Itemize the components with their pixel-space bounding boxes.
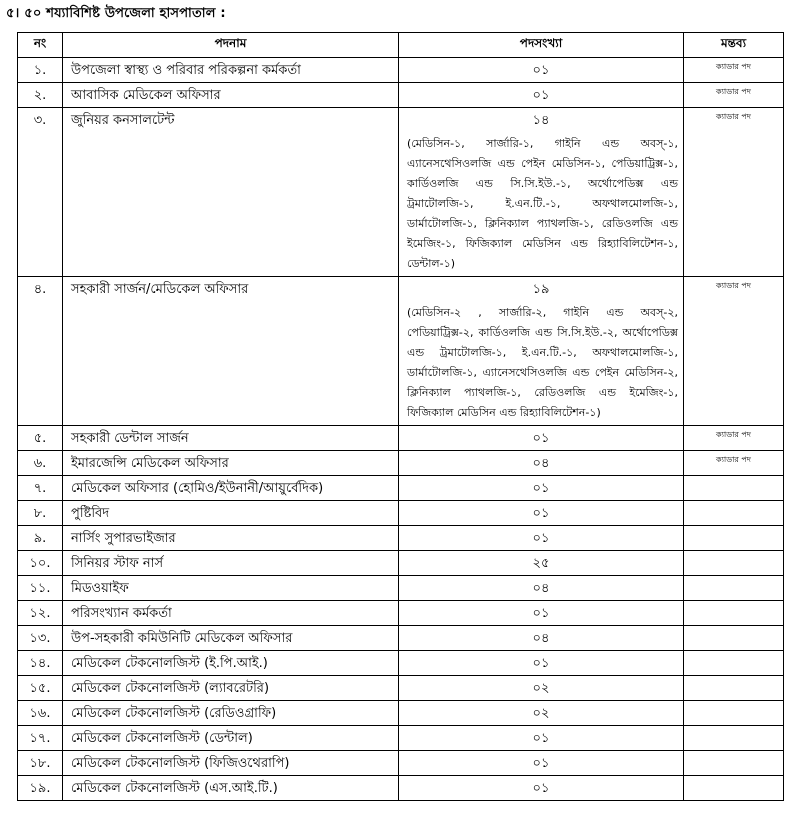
table-row	[18, 526, 784, 551]
post-remark	[684, 676, 784, 701]
post-count-breakdown: (মেডিসিন-১, সার্জারি-১, গাইনি এন্ড অবস্-১, এ্যানেসথেসিওলজি এন্ড পেইন মেডিসিন-১, পেডিয়াট্রিক্স-১, কার্ডিওলজি এন্ড সি.সি.ইউ.-১, অর্থোপেডিক্স এন্ড ট্রমাটোলজি-১, ই.এন.টি.-১, অফথালমোলজি-১, ডার্মাটোলজি-১, ক্লিনিক্যাল প্যাথলজি-১, রেডিওলজি এন্ড ইমেজিং-১, ফিজিক্যাল মেডিসিন এন্ড রিহ্যাবিলিটেশন-১, ডেন্টাল-১)	[407, 137, 678, 270]
post-name: সহকারী ডেন্টাল সার্জন	[63, 426, 399, 451]
post-remark: ক্যাডার পদ	[684, 277, 784, 426]
post-remark	[684, 476, 784, 501]
table-row	[18, 676, 784, 701]
post-name: সিনিয়র স্টাফ নার্স	[63, 551, 399, 576]
post-count: ০১	[399, 651, 684, 676]
row-number: ৭.	[18, 476, 63, 501]
post-count: ০১	[399, 501, 684, 526]
post-count: ০১	[399, 776, 684, 801]
table-row	[18, 776, 784, 801]
row-number: ১১.	[18, 576, 63, 601]
table-row	[18, 726, 784, 751]
post-remark: ক্যাডার পদ	[684, 451, 784, 476]
post-name: মেডিকেল টেকনোলজিস্ট (রেডিওগ্রাফি)	[63, 701, 399, 726]
post-remark	[684, 526, 784, 551]
row-number: ১৮.	[18, 751, 63, 776]
post-name: উপ-সহকারী কমিউনিটি মেডিকেল অফিসার	[63, 626, 399, 651]
header-count: পদসংখ্যা	[399, 33, 684, 58]
table-row	[18, 701, 784, 726]
post-count: ০১	[399, 526, 684, 551]
post-count: ২৫	[399, 551, 684, 576]
post-name: মেডিকেল টেকনোলজিস্ট (ডেন্টাল)	[63, 726, 399, 751]
row-number: ২.	[18, 83, 63, 108]
header-row	[18, 33, 784, 58]
table-row	[18, 83, 784, 108]
post-remark	[684, 701, 784, 726]
row-number: ১৯.	[18, 776, 63, 801]
post-remark	[684, 726, 784, 751]
post-count: ০১	[399, 58, 684, 83]
post-name: নার্সিং সুপারভাইজার	[63, 526, 399, 551]
post-count: ০১	[399, 426, 684, 451]
row-number: ১৪.	[18, 651, 63, 676]
post-count: ০২	[399, 676, 684, 701]
post-remark: ক্যাডার পদ	[684, 108, 784, 277]
post-remark	[684, 551, 784, 576]
post-count-cell	[399, 277, 684, 426]
post-name: মেডিকেল টেকনোলজিস্ট (ই.পি.আই.)	[63, 651, 399, 676]
post-remark	[684, 576, 784, 601]
post-count: ০৪	[399, 576, 684, 601]
row-number: ৬.	[18, 451, 63, 476]
table-row	[18, 277, 784, 426]
post-name: উপজেলা স্বাস্থ্য ও পরিবার পরিকল্পনা কর্মকর্তা	[63, 58, 399, 83]
post-name: মেডিকেল টেকনোলজিস্ট (ল্যাবরেটরি)	[63, 676, 399, 701]
posts-table	[17, 32, 784, 801]
header-designation: পদনাম	[63, 33, 399, 58]
post-remark	[684, 776, 784, 801]
post-count: ০১	[399, 83, 684, 108]
table-row	[18, 751, 784, 776]
post-remark: ক্যাডার পদ	[684, 58, 784, 83]
row-number: ১.	[18, 58, 63, 83]
post-count: ০৪	[399, 626, 684, 651]
post-name: পরিসংখ্যান কর্মকর্তা	[63, 601, 399, 626]
post-remark: ক্যাডার পদ	[684, 426, 784, 451]
post-remark: ক্যাডার পদ	[684, 83, 784, 108]
post-name: মেডিকেল টেকনোলজিস্ট (ফিজিওথেরাপি)	[63, 751, 399, 776]
post-name: মিডওয়াইফ	[63, 576, 399, 601]
post-count: ০১	[399, 751, 684, 776]
post-name: মেডিকেল টেকনোলজিস্ট (এস.আই.টি.)	[63, 776, 399, 801]
post-name: জুনিয়র কনসালটেন্ট	[63, 108, 399, 277]
post-count: ০২	[399, 701, 684, 726]
row-number: ১২.	[18, 601, 63, 626]
table-row	[18, 551, 784, 576]
post-remark	[684, 651, 784, 676]
post-count-cell	[399, 108, 684, 277]
table-row	[18, 476, 784, 501]
post-remark	[684, 626, 784, 651]
post-count-breakdown: (মেডিসিন-২ , সার্জারি-২, গাইনি এন্ড অবস্-২, পেডিয়াট্রিক্স-২, কার্ডিওলজি এন্ড সি.সি.ইউ.-২, অর্থোপেডিক্স এন্ড ট্রমাটোলজি-১, ই.এন.টি.-১, অফথালমোলজি-১, ডার্মাটোলজি-১, এ্যানেসথেসিওলজি এন্ড পেইন মেডিসিন-২, ক্লিনিক্যাল প্যাথলজি-১, রেডিওলজি এন্ড ইমেজিং-১, ফিজিক্যাল মেডিসিন এন্ড রিহ্যাবিলিটেশন-১)	[407, 306, 678, 419]
table-row	[18, 576, 784, 601]
table-row	[18, 426, 784, 451]
post-count: ১৪	[532, 113, 550, 128]
table-row	[18, 626, 784, 651]
section-heading: ৫। ৫০ শয্যাবিশিষ্ট উপজেলা হাসপাতাল :	[6, 6, 226, 21]
post-count: ০১	[399, 726, 684, 751]
row-number: ১৫.	[18, 676, 63, 701]
post-name: মেডিকেল অফিসার (হোমিও/ইউনানী/আয়ুর্বেদিক)	[63, 476, 399, 501]
post-remark	[684, 501, 784, 526]
table-row	[18, 451, 784, 476]
row-number: ১৬.	[18, 701, 63, 726]
row-number: ১৩.	[18, 626, 63, 651]
header-no: নং	[18, 33, 63, 58]
post-count: ০১	[399, 476, 684, 501]
table-row	[18, 651, 784, 676]
post-name: সহকারী সার্জন/মেডিকেল অফিসার	[63, 277, 399, 426]
table-row	[18, 601, 784, 626]
row-number: ৮.	[18, 501, 63, 526]
table-row	[18, 501, 784, 526]
post-count: ১৯	[532, 282, 550, 297]
row-number: ১০.	[18, 551, 63, 576]
post-remark	[684, 601, 784, 626]
row-number: ৪.	[18, 277, 63, 426]
row-number: ৫.	[18, 426, 63, 451]
post-count: ০১	[399, 601, 684, 626]
row-number: ১৭.	[18, 726, 63, 751]
post-name: ইমারজেন্সি মেডিকেল অফিসার	[63, 451, 399, 476]
table-row	[18, 58, 784, 83]
post-remark	[684, 751, 784, 776]
post-name: আবাসিক মেডিকেল অফিসার	[63, 83, 399, 108]
post-name: পুষ্টিবিদ	[63, 501, 399, 526]
row-number: ৩.	[18, 108, 63, 277]
post-count: ০৪	[399, 451, 684, 476]
row-number: ৯.	[18, 526, 63, 551]
table-row	[18, 108, 784, 277]
header-remarks: মন্তব্য	[684, 33, 784, 58]
